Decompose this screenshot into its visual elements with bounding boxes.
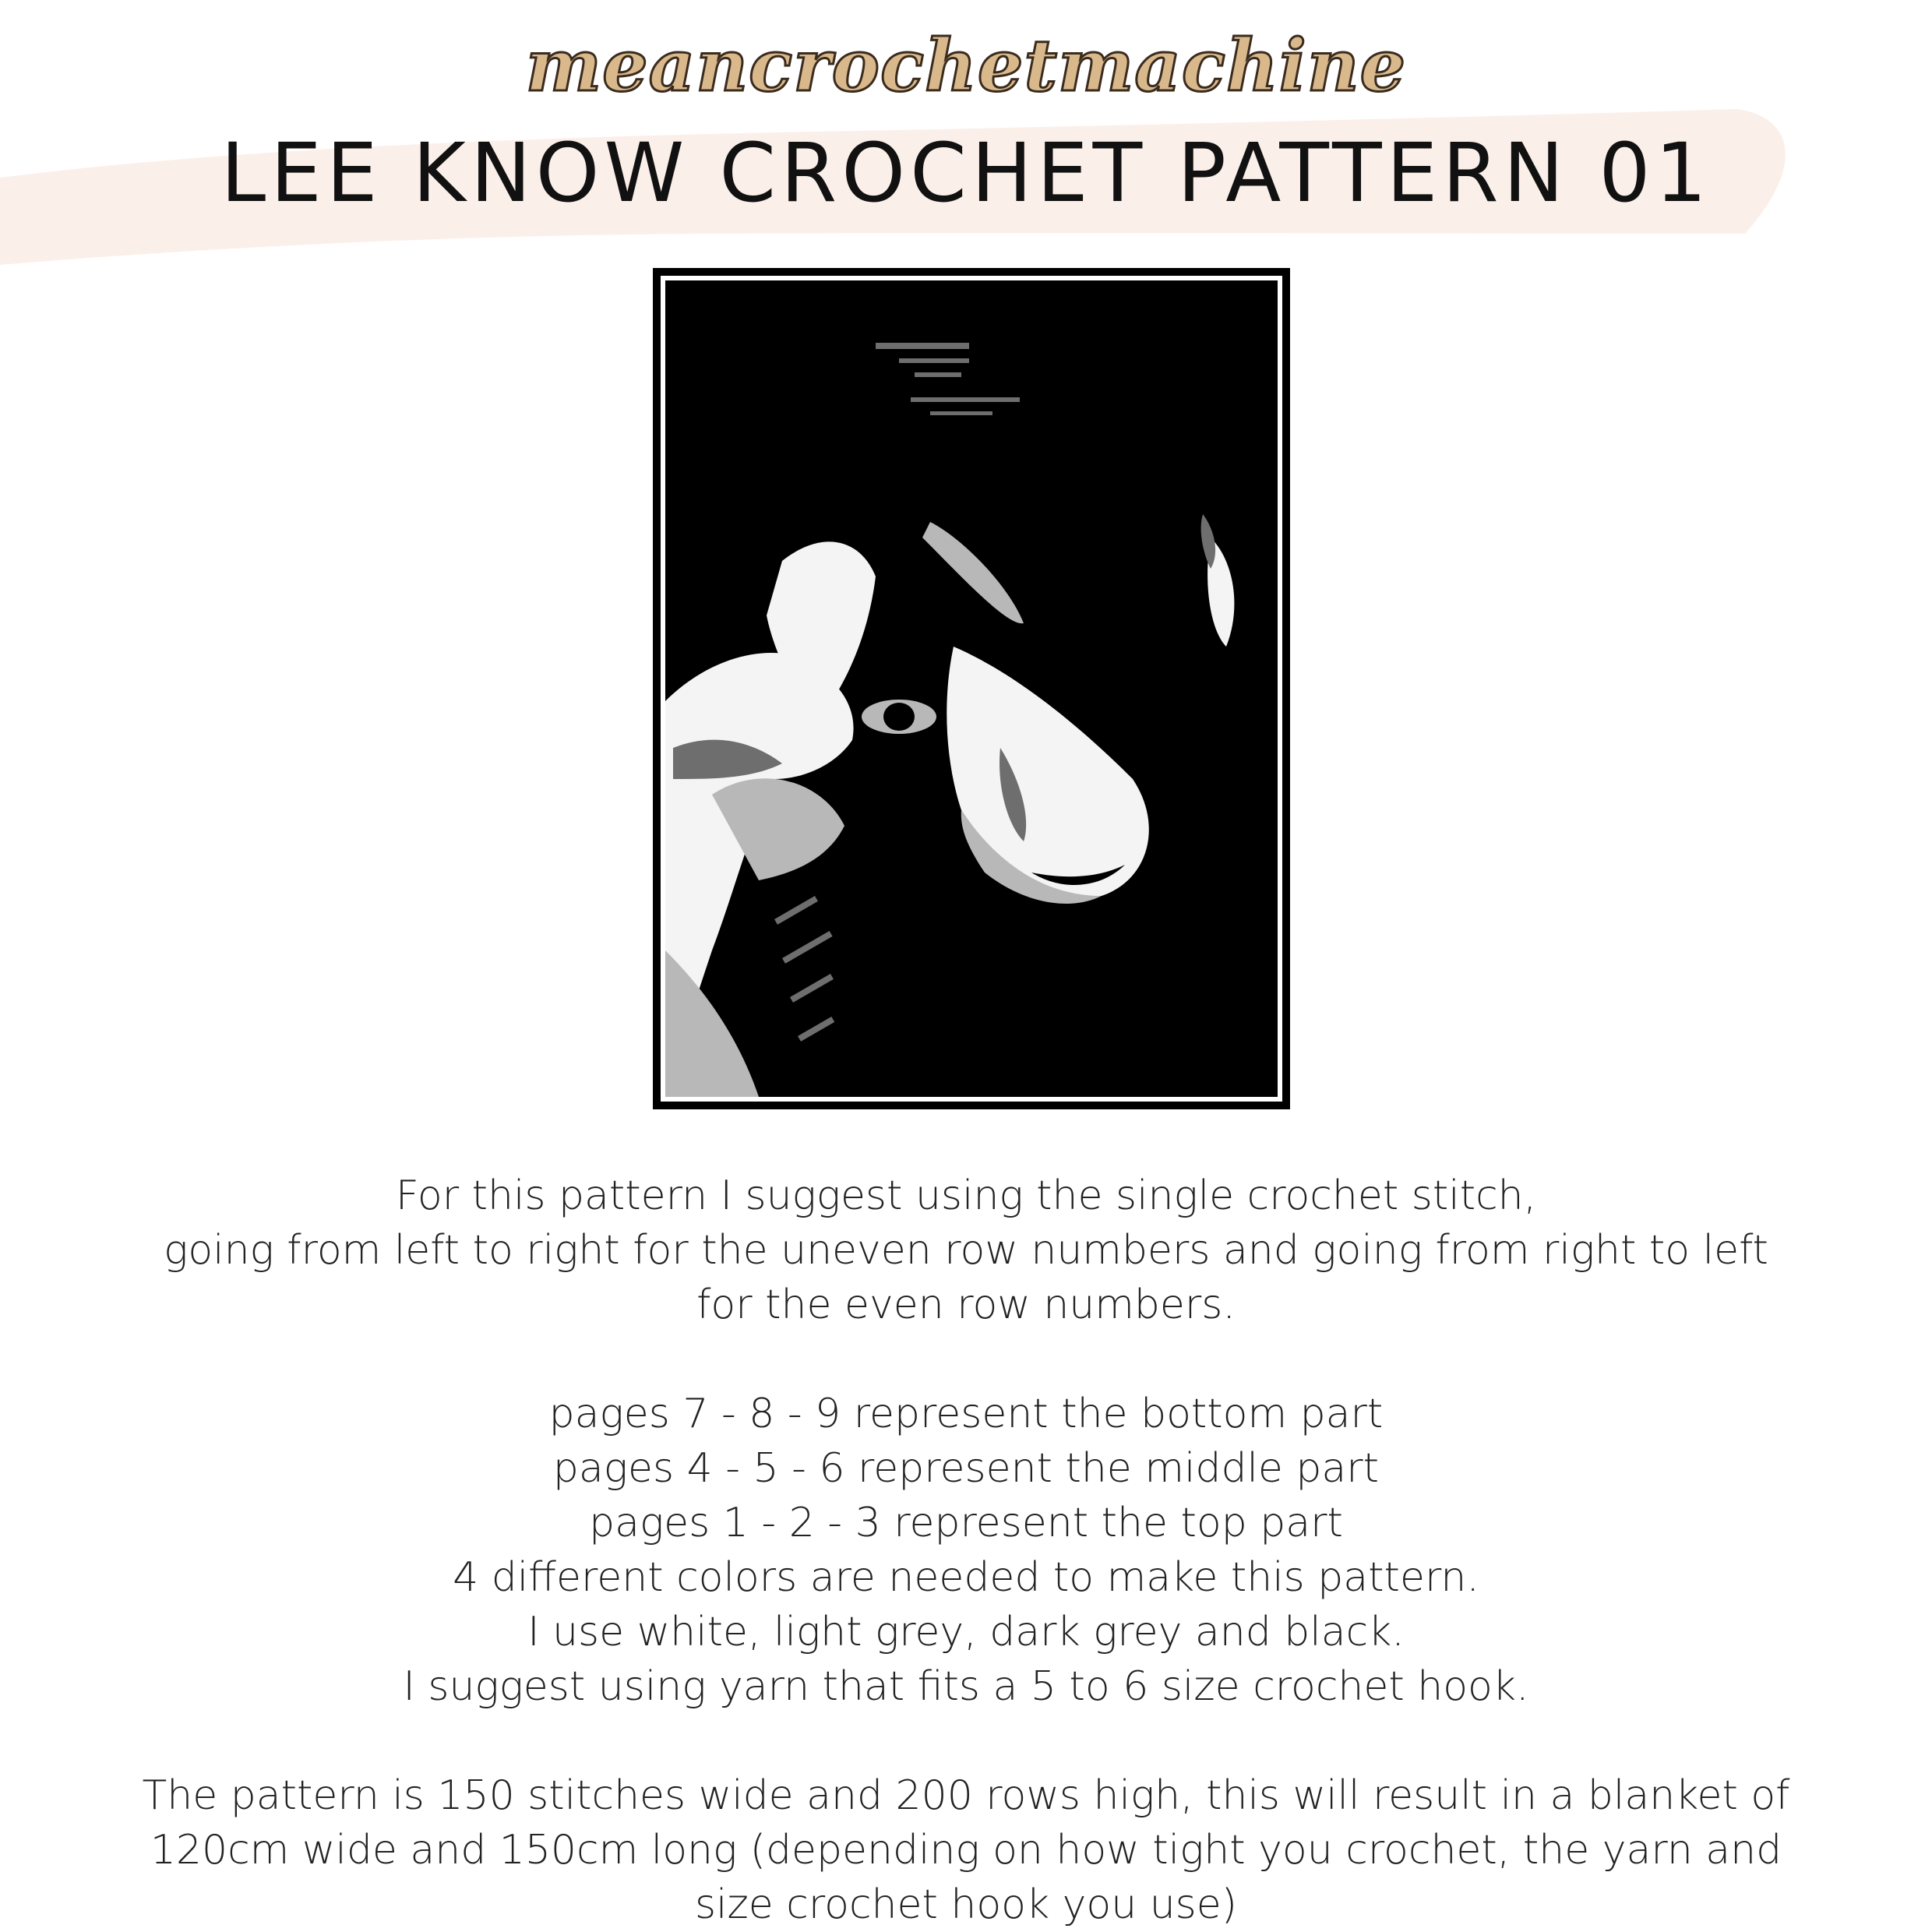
instructions-paragraph-size — [47, 1768, 1885, 1932]
instructions-paragraph-pages — [47, 1387, 1885, 1714]
instruction-line: for the even row numbers. — [696, 1282, 1236, 1328]
portrait-image — [665, 280, 1278, 1097]
instruction-line: 4 different colors are needed to make this pattern. — [453, 1554, 1479, 1601]
brand-logo: meancrochetmachine — [525, 23, 1407, 108]
page-title: LEE KNOW CROCHET PATTERN 01 — [220, 125, 1712, 220]
instruction-line: size crochet hook you use) — [694, 1881, 1238, 1928]
instruction-line: pages 1 - 2 - 3 represent the top part — [589, 1500, 1343, 1546]
instruction-line: going from left to right for the uneven row numbers and going from right to left — [164, 1227, 1768, 1274]
instruction-line: I suggest using yarn that fits a 5 to 6 size crochet hook. — [403, 1663, 1529, 1710]
instruction-line: I use white, light grey, dark grey and black. — [527, 1609, 1405, 1655]
instruction-line: 120cm wide and 150cm long (depending on how tight you crochet, the yarn and — [150, 1827, 1782, 1874]
instructions-paragraph-stitch — [47, 1169, 1885, 1332]
pattern-preview-frame — [653, 268, 1290, 1109]
instruction-line: pages 7 - 8 - 9 represent the bottom part — [548, 1391, 1384, 1437]
instruction-line: For this pattern I suggest using the single crochet stitch, — [395, 1172, 1537, 1219]
instruction-line: The pattern is 150 stitches wide and 200 rows high, this will result in a blanket of — [142, 1772, 1790, 1819]
instruction-line: pages 4 - 5 - 6 represent the middle part — [552, 1445, 1380, 1492]
